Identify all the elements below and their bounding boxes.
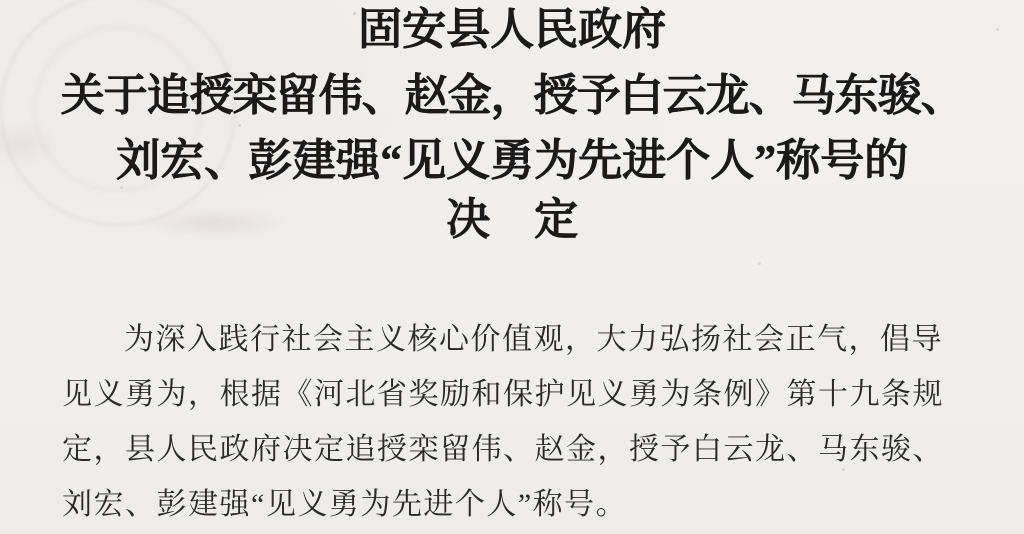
document-body — [62, 312, 948, 532]
issuing-authority-line: 固安县人民政府 — [358, 5, 666, 54]
scan-speck — [758, 262, 761, 265]
body-paragraph-line-3: 定，县人民政府决定追授栾留伟、赵金，授予白云龙、马东骏、 — [62, 433, 944, 466]
body-paragraph-line-4: 刘宏、彭建强“见义勇为先进个人”称号。 — [62, 488, 628, 521]
decision-heading: 决 定 — [446, 195, 578, 244]
body-paragraph-line-1: 为深入践行社会主义核心价值观，大力弘扬社会正气，倡导 — [124, 323, 943, 356]
title-line-3: 刘宏、彭建强“见义勇为先进个人”称号的 — [116, 136, 908, 185]
scan-speck — [238, 124, 241, 127]
title-line-2: 关于追授栾留伟、赵金，授予白云龙、马东骏、 — [60, 71, 964, 120]
body-paragraph-line-2: 见义勇为，根据《河北省奖励和保护见义勇为条例》第十九条规 — [62, 378, 944, 411]
